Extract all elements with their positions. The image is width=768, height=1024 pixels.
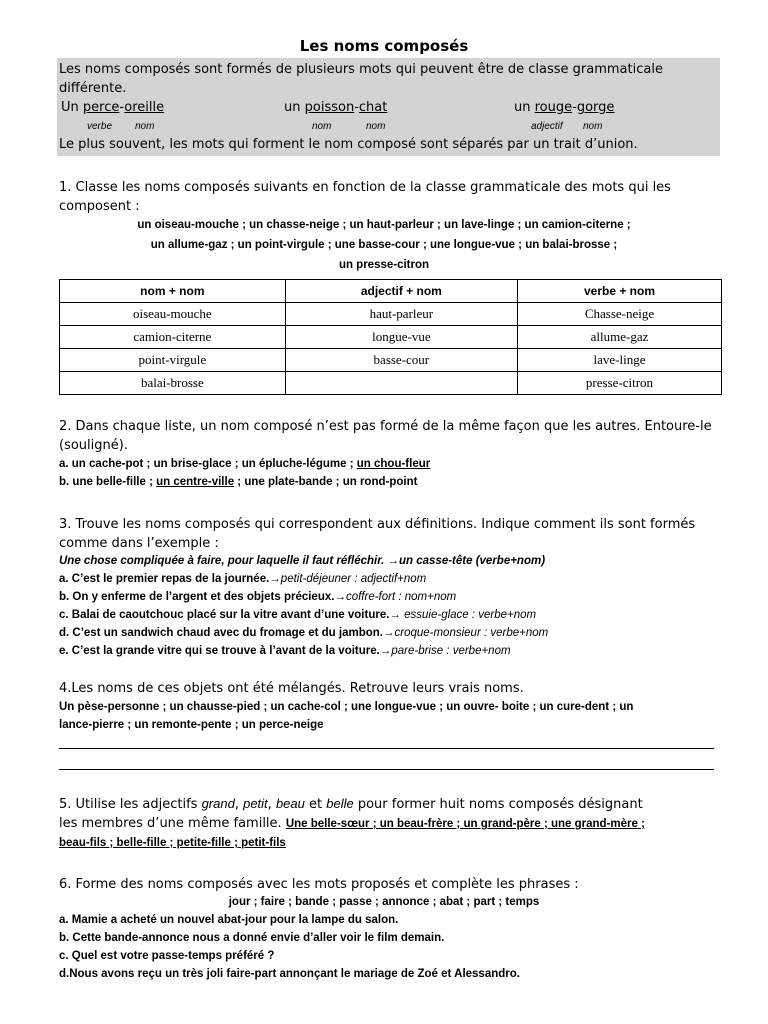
exercise-5-answer-2: beau-fils ; belle-fille ; petite-fille ; petit-fils xyxy=(59,837,286,849)
example-2-label-2: nom xyxy=(366,121,386,132)
table-cell: basse-cour xyxy=(285,349,517,372)
exercise-1-list-2: un allume-gaz ; un point-virgule ; une basse-cour ; une longue-vue ; un balai-brosse ; xyxy=(150,239,618,251)
table-cell: balai-brosse xyxy=(60,372,286,395)
table-cell: camion-citerne xyxy=(60,326,286,349)
page-title: Les noms composés xyxy=(299,37,469,55)
exercise-5-answer-1: Une belle-sœur ; un beau-frère ; un grand-père ; une grand-mère ; xyxy=(285,818,645,830)
example-2: un poisson-chat xyxy=(284,100,388,115)
exercise-4-list-1: Un pèse-personne ; un chausse-pied ; un cache-col ; une longue-vue ; un ouvre- boite ; un cure-dent ; un xyxy=(59,701,634,713)
table-cell: haut-parleur xyxy=(285,303,517,326)
exercise-4-question: 4.Les noms de ces objets ont été mélangés. Retrouve leurs vrais noms. xyxy=(59,681,524,696)
example-3: un rouge-gorge xyxy=(514,100,615,115)
exercise-3-item-e: e. C’est la grande vitre qui se trouve à l’avant de la voiture.→pare-brise : verbe+nom xyxy=(59,645,511,657)
table-cell: Chasse-neige xyxy=(518,303,722,326)
table-cell: lave-linge xyxy=(518,349,722,372)
table-header: verbe + nom xyxy=(518,280,722,303)
exercise-3-item-c: c. Balai de caoutchouc placé sur la vitre avant d’une voiture.→ essuie-glace : verbe+nom xyxy=(59,609,537,621)
exercise-6-item-b: b. Cette bande-annonce nous a donné envie d’aller voir le film demain. xyxy=(59,932,445,944)
exercise-6-item-c: c. Quel est votre passe-temps préféré ? xyxy=(59,950,275,962)
exercise-1-list-3: un presse-citron xyxy=(338,259,430,271)
exercise-3-item-d: d. C’est un sandwich chaud avec du fromage et du jambon.→croque-monsieur : verbe+nom xyxy=(59,627,549,639)
exercise-2-line-a: a. un cache-pot ; un brise-glace ; un épluche-légume ; un chou-fleur xyxy=(59,458,431,470)
intro-text-2: Le plus souvent, les mots qui forment le nom composé sont séparés par un trait d’union. xyxy=(59,137,638,152)
table-cell: point-virgule xyxy=(60,349,286,372)
example-2-label-1: nom xyxy=(312,121,332,132)
intro-text: Les noms composés sont formés de plusieurs mots qui peuvent être de classe grammaticale différente. xyxy=(59,62,663,96)
table-header: adjectif + nom xyxy=(285,280,517,303)
exercise-6-item-a: a. Mamie a acheté un nouvel abat-jour pour la lampe du salon. xyxy=(59,914,399,926)
table-header: nom + nom xyxy=(60,280,286,303)
exercise-3-example: Une chose compliquée à faire, pour laquelle il faut réfléchir. →un casse-tête (verbe+nom) xyxy=(59,555,546,567)
table-row xyxy=(60,372,722,395)
table-row xyxy=(60,349,722,372)
example-1-label-2: nom xyxy=(135,121,155,132)
exercise-3-item-b: b. On y enferme de l’argent et des objets précieux.→coffre-fort : nom+nom xyxy=(59,591,457,603)
exercise-1-list-1: un oiseau-mouche ; un chasse-neige ; un haut-parleur ; un lave-linge ; un camion-citerne ; xyxy=(137,219,631,231)
classification-table xyxy=(59,279,722,395)
exercise-5-line-2: les membres d’une même famille. Une belle-sœur ; un beau-frère ; un grand-père ; une grand-mère ; xyxy=(59,816,645,831)
example-3-label-2: nom xyxy=(583,121,603,132)
example-1: Un perce-oreille xyxy=(61,100,165,115)
table-cell: allume-gaz xyxy=(518,326,722,349)
exercise-6-question: 6. Forme des noms composés avec les mots proposés et complète les phrases : xyxy=(59,877,579,892)
exercise-1-question: 1. Classe les noms composés suivants en fonction de la classe grammaticale des mots qui les composent : xyxy=(59,180,671,214)
table-header-row xyxy=(60,280,722,303)
exercise-6-words: jour ; faire ; bande ; passe ; annonce ; abat ; part ; temps xyxy=(228,896,540,908)
exercise-2-line-b: b. une belle-fille ; un centre-ville ; une plate-bande ; un rond-point xyxy=(59,476,418,488)
exercise-5-question: 5. Utilise les adjectifs grand, petit, beau et belle pour former huit noms composés désignant xyxy=(59,796,643,812)
answer-line xyxy=(59,748,714,749)
table-row xyxy=(60,326,722,349)
example-1-label-1: verbe xyxy=(87,121,113,132)
exercise-2-answer-b: un centre-ville xyxy=(156,476,235,488)
exercise-4-list-2: lance-pierre ; un remonte-pente ; un perce-neige xyxy=(59,719,324,731)
example-3-label-1: adjectif xyxy=(531,121,563,132)
answer-line xyxy=(59,769,714,770)
exercise-6-item-d: d.Nous avons reçu un très joli faire-part annonçant le mariage de Zoé et Alessandro. xyxy=(59,968,520,980)
exercise-2-answer-a: un chou-fleur xyxy=(356,458,431,470)
table-cell: oiseau-mouche xyxy=(60,303,286,326)
table-cell: presse-citron xyxy=(518,372,722,395)
table-row xyxy=(60,303,722,326)
exercise-3-question: 3. Trouve les noms composés qui correspondent aux définitions. Indique comment ils sont formés comme dans l’exemple : xyxy=(59,517,696,551)
table-cell: longue-vue xyxy=(285,326,517,349)
table-cell xyxy=(285,372,517,395)
exercise-3-item-a: a. C’est le premier repas de la journée.→petit-déjeuner : adjectif+nom xyxy=(59,573,427,585)
intro-box xyxy=(57,58,720,156)
exercise-2-question: 2. Dans chaque liste, un nom composé n’est pas formé de la même façon que les autres. Entoure-le (souligné). xyxy=(59,419,712,453)
